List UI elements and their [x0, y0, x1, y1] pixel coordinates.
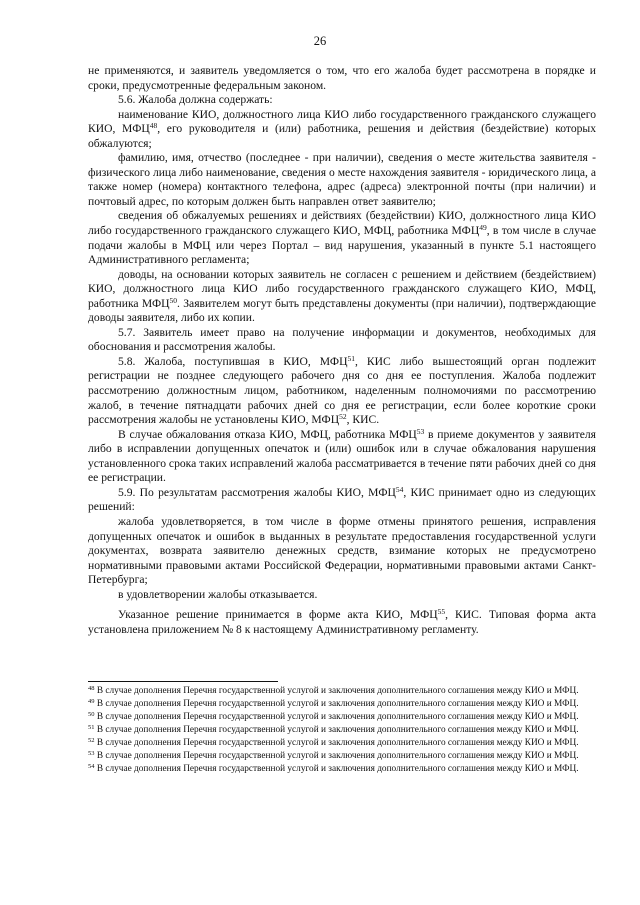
paragraph-text: , КИС либо вышестоящий орган подлежит регистрации не позднее следующего рабочего дня со дня ее поступления. Жалоба подлежит рассмотрению должностным лицом, работником, наделенным полномочиями по рассмотрению жалоб, в течение пятнадцати рабочих дней со дня ее регистрации, если более короткие сроки рассмотрения жалобы не установлены КИО, МФЦ	[88, 354, 596, 427]
paragraph-text: в удовлетворении жалобы отказывается.	[118, 587, 318, 601]
paragraph	[88, 515, 596, 588]
footnote	[88, 751, 596, 763]
paragraph-text: В случае обжалования отказа КИО, МФЦ, работника МФЦ	[118, 427, 417, 441]
footnote-separator	[88, 681, 278, 682]
paragraph-text: 5.7. Заявитель имеет право на получение информации и документов, необходимых для обоснования и рассмотрения жалобы.	[88, 325, 596, 354]
paragraph-text: . Заявителем могут быть представлены документы (при наличии), подтверждающие доводы заявителя, либо их копии.	[88, 296, 596, 325]
footnote	[88, 764, 596, 776]
paragraph-text: , в том числе в случае подачи жалобы в МФЦ или через Портал – вид нарушения, указанный в пункте 5.1 настоящего Административного регламента;	[88, 224, 596, 267]
footnote	[88, 699, 596, 711]
footnote-ref: 53	[416, 426, 425, 436]
footnote-text: В случае дополнения Перечня государственной услугой и заключения дополнительного соглашения между КИО и МФЦ.	[94, 751, 579, 761]
footnote-number: 52	[88, 737, 95, 744]
paragraph-text: , КИС. Типовая форма акта установлена приложением № 8 к настоящему Административному регламенту.	[88, 608, 596, 636]
paragraph-text: жалоба удовлетворяется, в том числе в форме отмены принятого решения, исправления допущенных опечаток и ошибок в выданных в результате предоставления государственной услуги документах, возврата заявителю денежных средств, взимание которых не предусмотрено нормативными правовыми актами Российской Федерации, нормативными правовыми актами Санкт-Петербурга;	[88, 514, 596, 587]
paragraph-text: Указанное решение принимается в форме акта КИО, МФЦ	[118, 608, 438, 622]
footnote-number: 51	[88, 724, 95, 731]
footnote-ref: 55	[437, 607, 446, 617]
paragraph-text: в приеме документов у заявителя либо в исправлении допущенных опечаток и (или) ошибок или в случае обжалования нарушения установленного срока таких исправлений жалоба рассматривается в течение пяти рабочих дней со дня ее регистрации.	[88, 427, 596, 485]
paragraph-text: доводы, на основании которых заявитель не согласен с решением и действием (бездействием) КИО, должностного лица КИО либо государственного гражданского служащего КИО, МФЦ, работника МФЦ	[88, 267, 596, 310]
paragraph-text: 5.9. По результатам рассмотрения жалобы КИО, МФЦ	[118, 485, 396, 499]
paragraph	[88, 608, 596, 637]
footnote	[88, 738, 596, 750]
paragraph	[88, 355, 596, 428]
footnotes	[88, 686, 596, 777]
paragraph	[88, 588, 596, 603]
footnote-text: В случае дополнения Перечня государственной услугой и заключения дополнительного соглашения между КИО и МФЦ.	[94, 764, 579, 774]
paragraph-text: наименование КИО, должностного лица КИО либо государственного гражданского служащего КИО, МФЦ	[88, 107, 596, 136]
footnote-number: 54	[88, 763, 95, 770]
footnote-ref: 54	[395, 484, 404, 494]
footnote-text: В случае дополнения Перечня государственной услугой и заключения дополнительного соглашения между КИО и МФЦ.	[94, 738, 579, 748]
footnote-number: 50	[88, 711, 95, 718]
footnote-text: В случае дополнения Перечня государственной услугой и заключения дополнительного соглашения между КИО и МФЦ.	[94, 699, 579, 709]
paragraph-text: , его руководителя и (или) работника, решения и действия (бездействие) которых обжалуются;	[88, 122, 596, 150]
document-body	[88, 64, 596, 637]
footnote-ref: 52	[339, 412, 347, 422]
paragraph	[88, 326, 596, 355]
paragraph-text: , КИС принимает одно из следующих решений:	[88, 485, 596, 514]
paragraph	[88, 486, 596, 515]
paragraph-text: сведения об обжалуемых решениях и действиях (бездействии) КИО, должностного лица КИО либо государственного гражданского служащего КИО, МФЦ, работника МФЦ	[88, 209, 596, 238]
page-number: 26	[313, 34, 327, 48]
paragraph	[88, 151, 596, 209]
footnote-number: 49	[88, 698, 95, 705]
paragraph-text: фамилию, имя, отчество (последнее - при наличии), сведения о месте жительства заявителя - физического лица либо наименование, сведения о месте нахождения заявителя - юридического лица, а также номер (номера) контактного телефона, адрес (адреса) электронной почты (при наличии) и почтовый адрес, по которым должен быть направлен ответ заявителю;	[88, 151, 596, 208]
paragraph	[88, 108, 596, 152]
footnote-ref: 50	[169, 295, 178, 305]
paragraph	[88, 268, 596, 326]
paragraph	[88, 93, 596, 108]
footnote	[88, 686, 596, 698]
paragraph	[88, 64, 596, 93]
footnote	[88, 712, 596, 724]
footnote-number: 48	[88, 685, 95, 692]
paragraph-text: , КИС.	[346, 413, 380, 427]
paragraph-text: не применяются, и заявитель уведомляется о том, что его жалоба будет рассмотрена в порядке и сроки, предусмотренные федеральным законом.	[88, 64, 596, 92]
paragraph-text: 5.8. Жалоба, поступившая в КИО, МФЦ	[118, 354, 348, 368]
paragraph	[88, 428, 596, 486]
footnote-text: В случае дополнения Перечня государственной услугой и заключения дополнительного соглашения между КИО и МФЦ.	[94, 712, 579, 722]
footnote-text: В случае дополнения Перечня государственной услугой и заключения дополнительного соглашения между КИО и МФЦ.	[94, 686, 579, 696]
footnote-ref: 49	[479, 223, 487, 233]
footnote-text: В случае дополнения Перечня государственной услугой и заключения дополнительного соглашения между КИО и МФЦ.	[94, 725, 579, 735]
paragraph	[88, 209, 596, 267]
footnote-number: 53	[88, 750, 95, 757]
footnote	[88, 725, 596, 737]
paragraph-text: 5.6. Жалоба должна содержать:	[118, 93, 273, 107]
footnote-ref: 51	[347, 353, 355, 363]
footnote-ref: 48	[149, 121, 158, 131]
